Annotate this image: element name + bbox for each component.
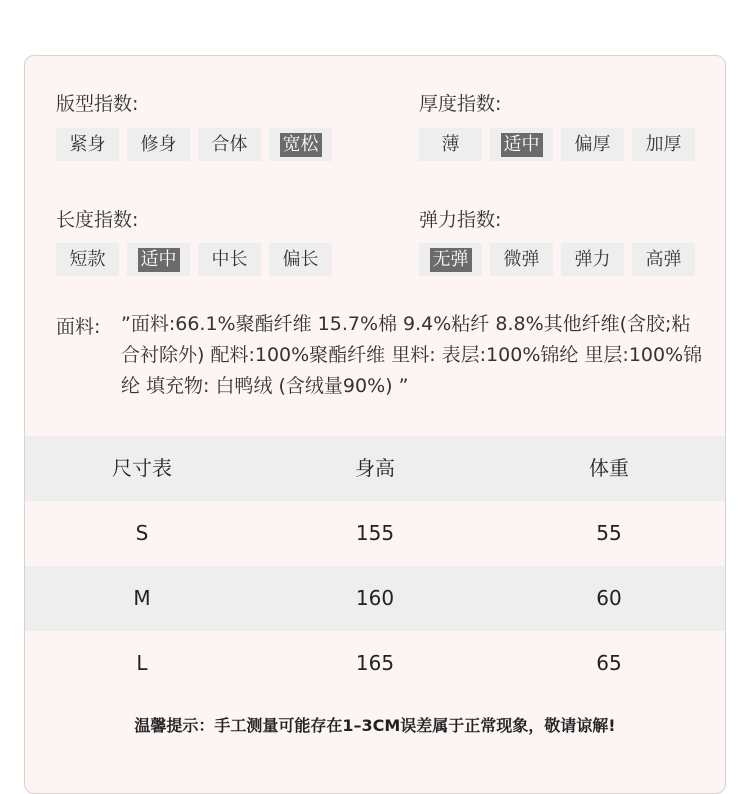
- fit-index-title: 版型指数:: [56, 93, 139, 115]
- table-row: [25, 501, 725, 566]
- thickness-index-title: 厚度指数:: [419, 93, 502, 115]
- table-cell-weight: 60: [596, 586, 622, 610]
- length-option-long: 偏长: [269, 243, 332, 276]
- thickness-option-thick: 偏厚: [561, 128, 624, 161]
- table-cell-height: 165: [355, 651, 395, 675]
- elasticity-option-elastic: 弹力: [561, 243, 624, 276]
- thickness-option-thin: 薄: [419, 128, 482, 161]
- size-table-header-height: 身高: [355, 456, 395, 480]
- table-cell-size: L: [136, 651, 148, 675]
- table-row: [25, 631, 725, 696]
- fit-option-tight: 紧身: [56, 128, 119, 161]
- fabric-composition: ”面料:66.1%聚酯纤维 15.7%棉 9.4%粘纤 8.8%其他纤维(含胶;粘合衬除外) 配料:100%聚酯纤维 里料: 表层:100%锦纶 里层:100%锦纶 填充物: 白鸭绒 (含绒量90%) ”: [121, 313, 703, 397]
- elasticity-option-high: 高弹: [632, 243, 695, 276]
- fit-option-regular: 合体: [198, 128, 261, 161]
- table-cell-height: 155: [355, 521, 395, 545]
- table-cell-weight: 65: [596, 651, 622, 675]
- table-cell-size: S: [135, 521, 149, 545]
- thickness-option-medium-selected: 适中: [490, 128, 553, 161]
- thickness-option-extra-thick: 加厚: [632, 128, 695, 161]
- length-index-title: 长度指数:: [56, 209, 139, 231]
- table-cell-size: M: [133, 586, 151, 610]
- size-table-header-size: 尺寸表: [112, 456, 172, 480]
- length-option-short: 短款: [56, 243, 119, 276]
- table-cell-height: 160: [355, 586, 395, 610]
- fit-option-slim: 修身: [127, 128, 190, 161]
- size-table-header-weight: 体重: [589, 456, 629, 480]
- measurement-tip: 温馨提示：手工测量可能存在1–3CM误差属于正常现象，敬请谅解!: [134, 716, 616, 735]
- size-table-header: [25, 436, 725, 501]
- elasticity-option-slight: 微弹: [490, 243, 553, 276]
- product-detail-card: [24, 55, 726, 794]
- fabric-label: 面料:: [56, 316, 101, 338]
- fit-option-loose-selected: 宽松: [269, 128, 332, 161]
- length-option-mid-long: 中长: [198, 243, 261, 276]
- table-cell-weight: 55: [596, 521, 622, 545]
- elasticity-index-title: 弹力指数:: [419, 209, 502, 231]
- length-option-medium-selected: 适中: [127, 243, 190, 276]
- table-row: [25, 566, 725, 631]
- elasticity-option-none-selected: 无弹: [419, 243, 482, 276]
